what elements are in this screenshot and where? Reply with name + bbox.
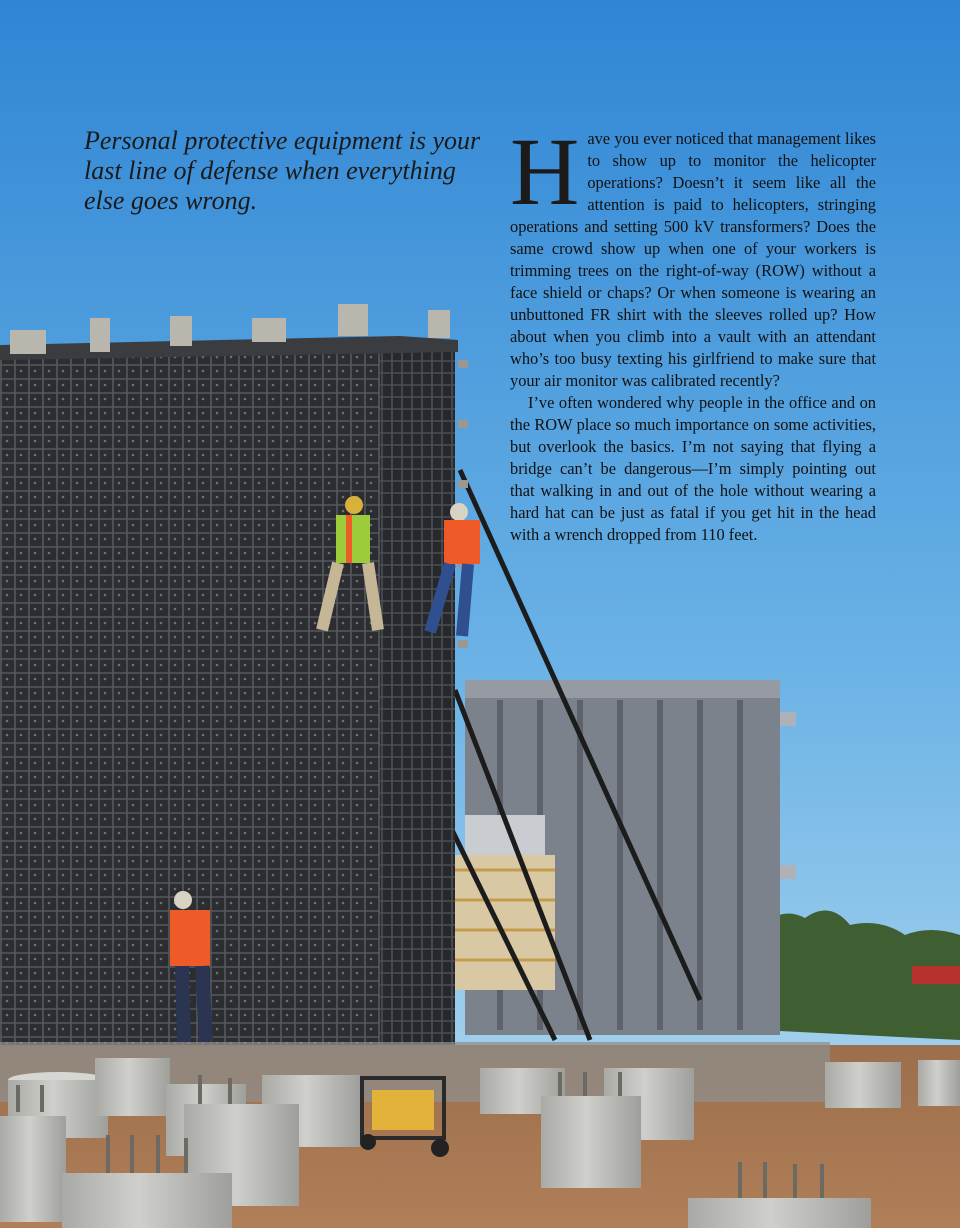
article-paragraph-2: I’ve often wondered why people in the office and on the ROW place so much importance on some activities, but overlook the basics. I’m not saying that flying a bridge can’t be dangerous—I’m simply pointing out that walking in and out of the hole without wearing a hard hat can be just as fatal if you get hit in the head with a wrench dropped from 110 feet. xyxy=(510,393,876,544)
pull-quote xyxy=(84,126,484,216)
article-paragraph-1 xyxy=(510,118,876,392)
drop-cap: H xyxy=(510,118,580,225)
transformer xyxy=(455,680,796,1035)
pull-quote-text: Personal protective equipment is your last line of defense when everything else goes wrong. xyxy=(84,126,481,215)
rebar-cage xyxy=(0,304,468,1050)
article-body xyxy=(510,118,876,546)
paragraph-1-text: ave you ever noticed that management likes to show up to monitor the helicopter operations? Doesn’t it seem like all the attention is paid to helicopters, stringing operations and setting 500 kV transformers? Does the same crowd show up when one of your workers is trimming trees on the right-of-way (ROW) without a face shield or chaps? Or when someone is wearing an unbuttoned FR shirt with the sleeves rolled up? How about when you climb into a vault with an attendant who’s too busy texting his girlfriend to make sure that your air monitor was calibrated recently? xyxy=(510,129,876,390)
